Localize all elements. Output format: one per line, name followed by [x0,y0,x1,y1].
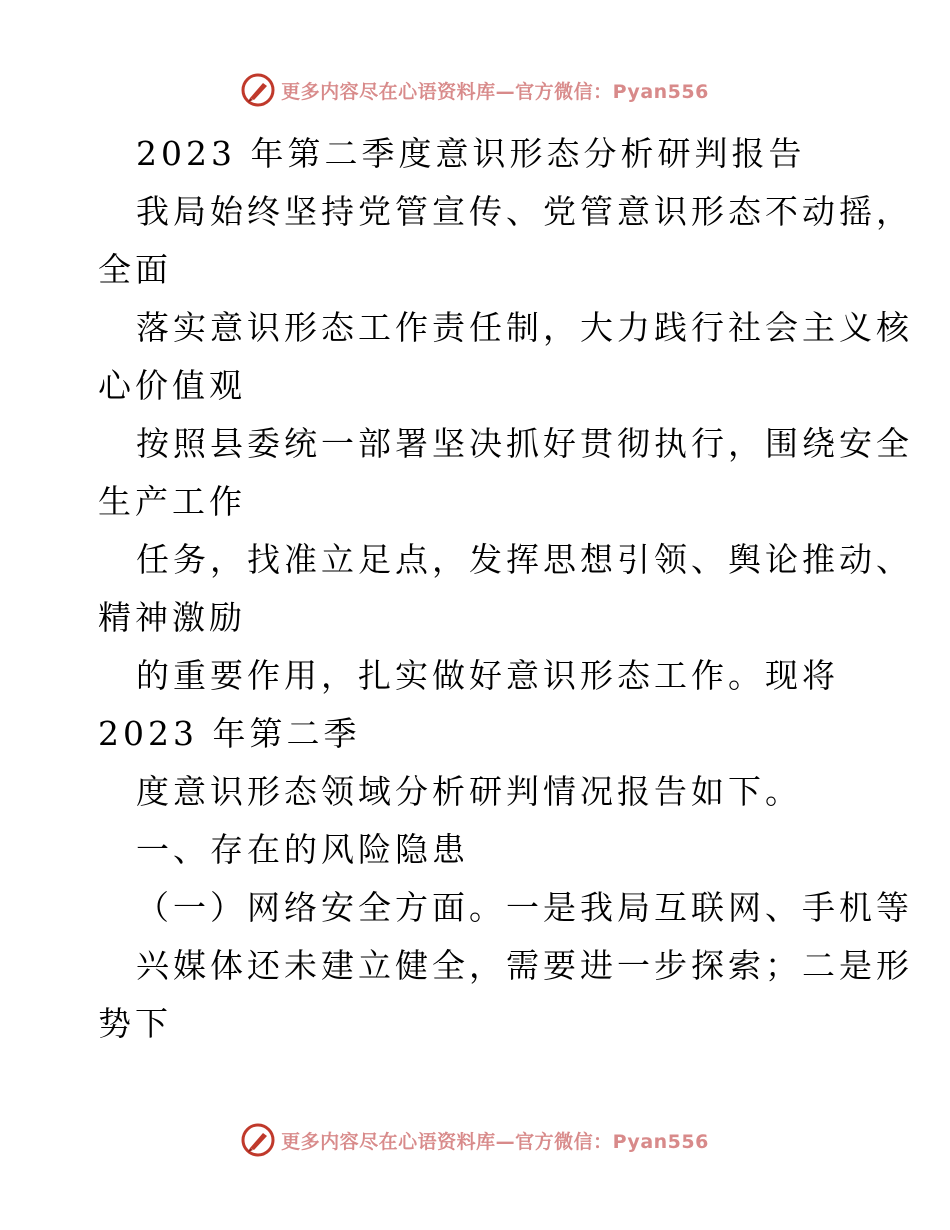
document-line: 生产工作 [98,482,246,521]
document-line: 任务，找准立足点，发挥思想引领、舆论推动、 [136,540,913,579]
document-line: 兴媒体还未建立健全，需要进一步探索；二是形 [136,946,913,985]
watermark-text: 更多内容尽在心语资料库—官方微信：Pyan556 [281,1130,709,1153]
document-line: 2023 年第二季度意识形态分析研判报告 [136,134,806,173]
document-line: （一）网络安全方面。一是我局互联网、手机等 [136,888,913,927]
document-line: 的重要作用，扎实做好意识形态工作。现将 [136,656,839,695]
section-heading: 一、存在的风险隐患 [136,830,469,869]
document-line: 按照县委统一部署坚决抓好贯彻执行，围绕安全 [136,424,913,463]
document-line: 度意识形态领域分析研判情况报告如下。 [136,772,802,811]
footer-watermark [0,1120,950,1160]
document-line: 势下 [98,1004,172,1043]
watermark-text: 更多内容尽在心语资料库—官方微信：Pyan556 [281,80,709,103]
document-line: 落实意识形态工作责任制，大力践行社会主义核 [136,308,913,347]
document-line: 精神激励 [98,598,246,637]
pen-logo-icon [241,73,275,107]
document-line: 全面 [98,250,172,289]
header-watermark [0,70,950,110]
document-line: 我局始终坚持党管宣传、党管意识形态不动摇， [136,192,913,231]
document-line: 心价值观 [98,366,246,405]
document-body [98,125,913,1053]
document-line: 2023 年第二季 [98,714,361,753]
pen-logo-icon [241,1123,275,1157]
